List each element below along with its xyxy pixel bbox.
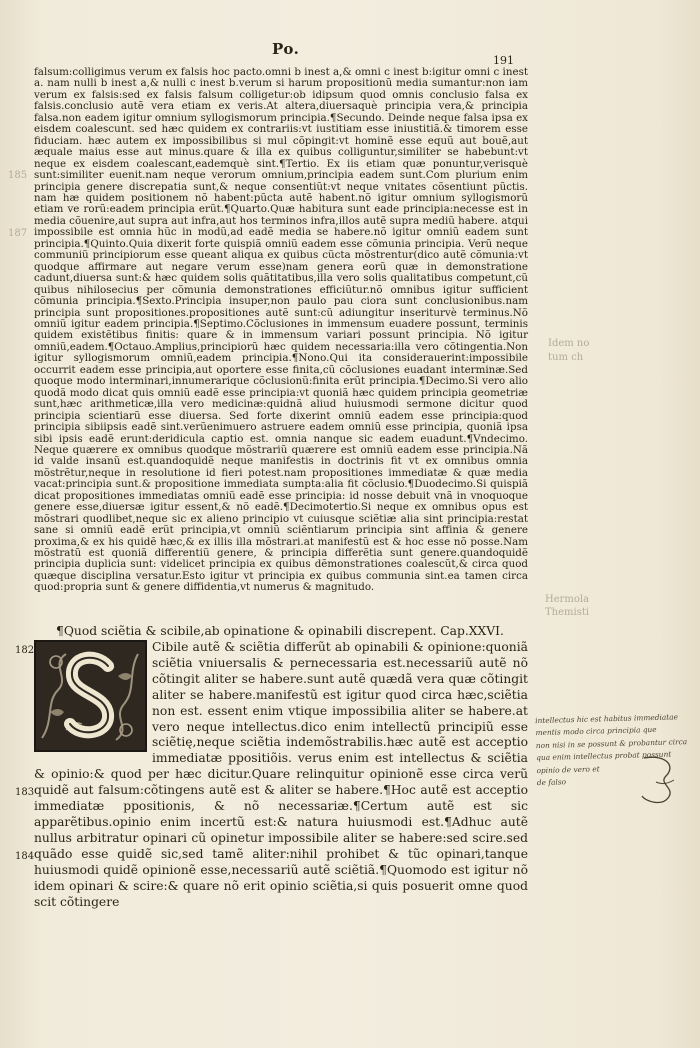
- line-number: 183: [15, 787, 35, 798]
- line-number: 184: [15, 851, 35, 862]
- chapter-section: [34, 640, 528, 909]
- chapter-heading: ¶Quod sciẽtia & scibile,ab opinatione & opinabili discrepent. Cap.XXVI.: [56, 624, 504, 638]
- line-number: 182: [15, 645, 35, 656]
- main-text-block: [34, 67, 528, 594]
- running-head: [0, 40, 700, 67]
- right-bleed-note-3: Hermola: [545, 594, 590, 605]
- annotation-line: opinio de vero et: [536, 764, 600, 775]
- annotation-line: qua enim intellectus probat possunt: [536, 749, 672, 763]
- annotation-line: de falso: [536, 777, 567, 788]
- body-paragraph: falsum:colligimus verum ex falsis hoc pacto.omni b inest a,& omni c inest b:igitur omni c inest a. nam nulli b inest a,& nulli c inest b.verum si harum propositionũ media sumantur:non iam verum ex falsis:sed ex falsis falsum colligetur:ob idipsum quod omnis conclusio falsa ex falsis.conclusio autẽ vera etiam ex veris.At altera,diuersaquè principia vera,& principia falsa.non eadem igitur omnium syllogismorum principia.¶Secundo. Deinde neque falsa ipsa ex eisdem coalescunt. sed hæc quidem ex contrariis:vt iustitiam esse iniustitiã.& timorem esse fiduciam. hæc autem ex impossibilibus si mul cõpingit:vt hominẽ esse equũ aut bouẽ,aut æquale maius esse aut minus.quare & illa ex quibus colliguntur,similiter se habebunt:vt neque ex eisdem coalescant,eademquè sint.¶Tertio. Ex iis etiam quæ ponuntur,verisquè sunt:similiter euenit.nam neque verorum omnium,principia eadem sunt.Com plurium enim principia genere discrepatia sunt,& neque consentiũt:vt neque vnitates cõsentiunt pũctis. nam hæ quidem positionem nõ habent:pũcta autẽ habent.nõ igitur omnium syllogismorũ etiam ve rorũ:eadem principia erũt.¶Quarto.Quæ habitura sunt eade principia:necesse est in media cõuenire,aut supra aut infra,aut hos terminos infra,illos autẽ supra mediũ habere. atqui impossibile est omnia hũc in modũ,ad eadẽ media se habere.nõ igitur omniũ eadem sunt principia.¶Quinto.Quia dixerit forte quispiã omniũ eadem esse cõmunia principia. Verũ neque communiũ principiorum esse queant aliqua ex quibus cũcta mõstrentur(dico autẽ cõmunia:vt quodque affirmare aut negare verum esse)nam genera eorũ quæ in demonstratione cadunt,diuersa sunt:& hæc quidem solis quãtitatibus,illa vero solis qualitatibus competunt,cũ quibus nihilosecius per cõmunia demonstrationes efficiũtur.nõ omnibus igitur sufficient cõmunia principia.¶Sexto.Principia insuper,non paulo pau ciora sunt conclusionibus.nam principia sunt propositiones.propositiones autẽ sunt:cũ adiungitur inseriturvè terminus.Nõ omniũ igitur eadem principia.¶Septimo.Cõclusiones in immensum euadere possunt, terminis quidem existẽtibus finitis: quare & in immensum variari possunt principia. Nõ igitur omniũ,eadem.¶Octauo.Amplius,principiorũ hæc quidem necessaria:illa vero cõtingentia.Non igitur syllogismorum omniũ,eadem principia.¶Nono.Qui ita considerauerint:impossibile occurrit eadem esse principia,aut oportere esse finita,cũ cõclusiones euadant interminæ.Sed quoque modo interminari,innumerarique cõclusionũ:finita erũt principia.¶Decimo.Si vero alio quodã modo dicat quis omniũ eadẽ esse principia:vt quoniã hæc quidem principia geometriæ sunt,hæc arithmeticæ,illa vero medicinæ:quidnã aliud huiusmodi sermone dicitur quod principia scientiarũ esse diuersa. Sed forte dixerint omniũ eadem esse principia:quod principia sibiipsis eadẽ sint.verũenimuero astruere eadem omniũ esse principia, quoniã ipsa sibi ipsis eadẽ erunt:deridicula captio est. omnia nanque sic eadem euadunt.¶Vndecimo. Neque quærere ex omnibus quodque mõstrariũ quærere est omniũ eadem esse principia.Nã id valde insanũ est.quandoquidẽ neque manifestis in doctrinis fit vt ex omnibus omnia mõstrẽtur,neque in resolutione id fieri potest.nam propositiones immediatæ & quæ media vacat:principia sunt.& propositione immediata sumpta:alia fit cõclusio.¶Duodecimo.Si quispiã dicat propositiones immediatas omniũ eadẽ esse principia: id nosse debuit vnã in vnoquoque genere esse,diuersæ igitur essent,& nõ eadẽ.¶Decimotertio.Si neque ex omnibus opus est mõstrari quodlibet,neque sic ex alieno principio vt cuiusque sciẽtiæ alia sint principia:restat sane si omniũ eadẽ erũt principia,vt omniũ sciẽntiarum principia sint affinia & genere proxima,& ex his quidẽ hæc,& ex illis illa mõstrari.at manifestũ est & hoc esse nõ posse.Nam mõstratũ est quoniã differentiũ genere, & principia differẽtia sunt genere.quandoquidẽ principia duplicia sunt: videlicet principia ex quibus dẽmonstrationes coalescũt,& circa quod quæque disciplina versatur.Esto igitur vt principia ex quibus communia sint.ea tamen circa quod:propria sunt & genere diffidentia,vt numerus & magnitudo.: [34, 66, 528, 594]
- running-title: Po.: [272, 40, 300, 58]
- left-bleed-note-1: 185: [8, 170, 28, 181]
- pen-flourish-icon: [636, 752, 688, 808]
- right-bleed-note-1: Idem no: [548, 338, 590, 349]
- right-bleed-note-2: tum ch: [548, 352, 584, 363]
- annotation-line: mentis modo circa principia que: [535, 725, 657, 738]
- chapter-text: Cibile autẽ & sciẽtia differũt ab opinabili & opinione:quoniã sciẽtia vniuersalis & pernecessaria est.necessariũ autẽ nõ cõtingit aliter se habere.sunt autẽ quædã vera quæ cõtingit aliter se habere.manifestũ est igitur quod circa hæc,sciẽtia non est. essent enim vtique impossibilia aliter se habere.at vero neque intellectus.dico enim intellectũ principiũ esse sciẽtię,neque sciẽtia indemõstrabilis.hæc autẽ est acceptio immediatæ ppositiõis. verus enim est intellectus & sciẽtia & opinio:& quod per hæc dicitur.Quare relinquitur opinionẽ esse circa verũ quidẽ aut falsum:cõtingens autẽ est & aliter se habere.¶Hoc autẽ est acceptio immediatæ ppositionis, & nõ necessariæ.¶Certum autẽ est sic apparẽtibus.opinio enim incertũ est:& natura huiusmodi est.¶Adhuc autẽ nullus arbitratur opinari cũ opinetur impossibile aliter se habere:sed scire.sed quãdo esse quidẽ sic,sed tamẽ aliter:nihil prohibet & tũc opinari,tanque huiusmodi quidẽ opinionẽ esse,necessariũ autẽ sciẽtiã.¶Quomodo est igitur nõ idem opinari & scire:& quare nõ erit opinio sciẽtia,si quis posuerit omne quod scit cõtingere: [34, 640, 528, 909]
- annotation-line: intellectus hic est habitus immediatae: [535, 712, 679, 726]
- right-bleed-note-4: Themisti: [545, 607, 590, 618]
- decorated-initial-s-icon: [34, 640, 147, 752]
- folio-number: 191: [493, 54, 514, 67]
- annotation-line: non nisi in se possunt & probantur circa: [535, 736, 688, 750]
- left-bleed-note-2: 187: [8, 228, 28, 239]
